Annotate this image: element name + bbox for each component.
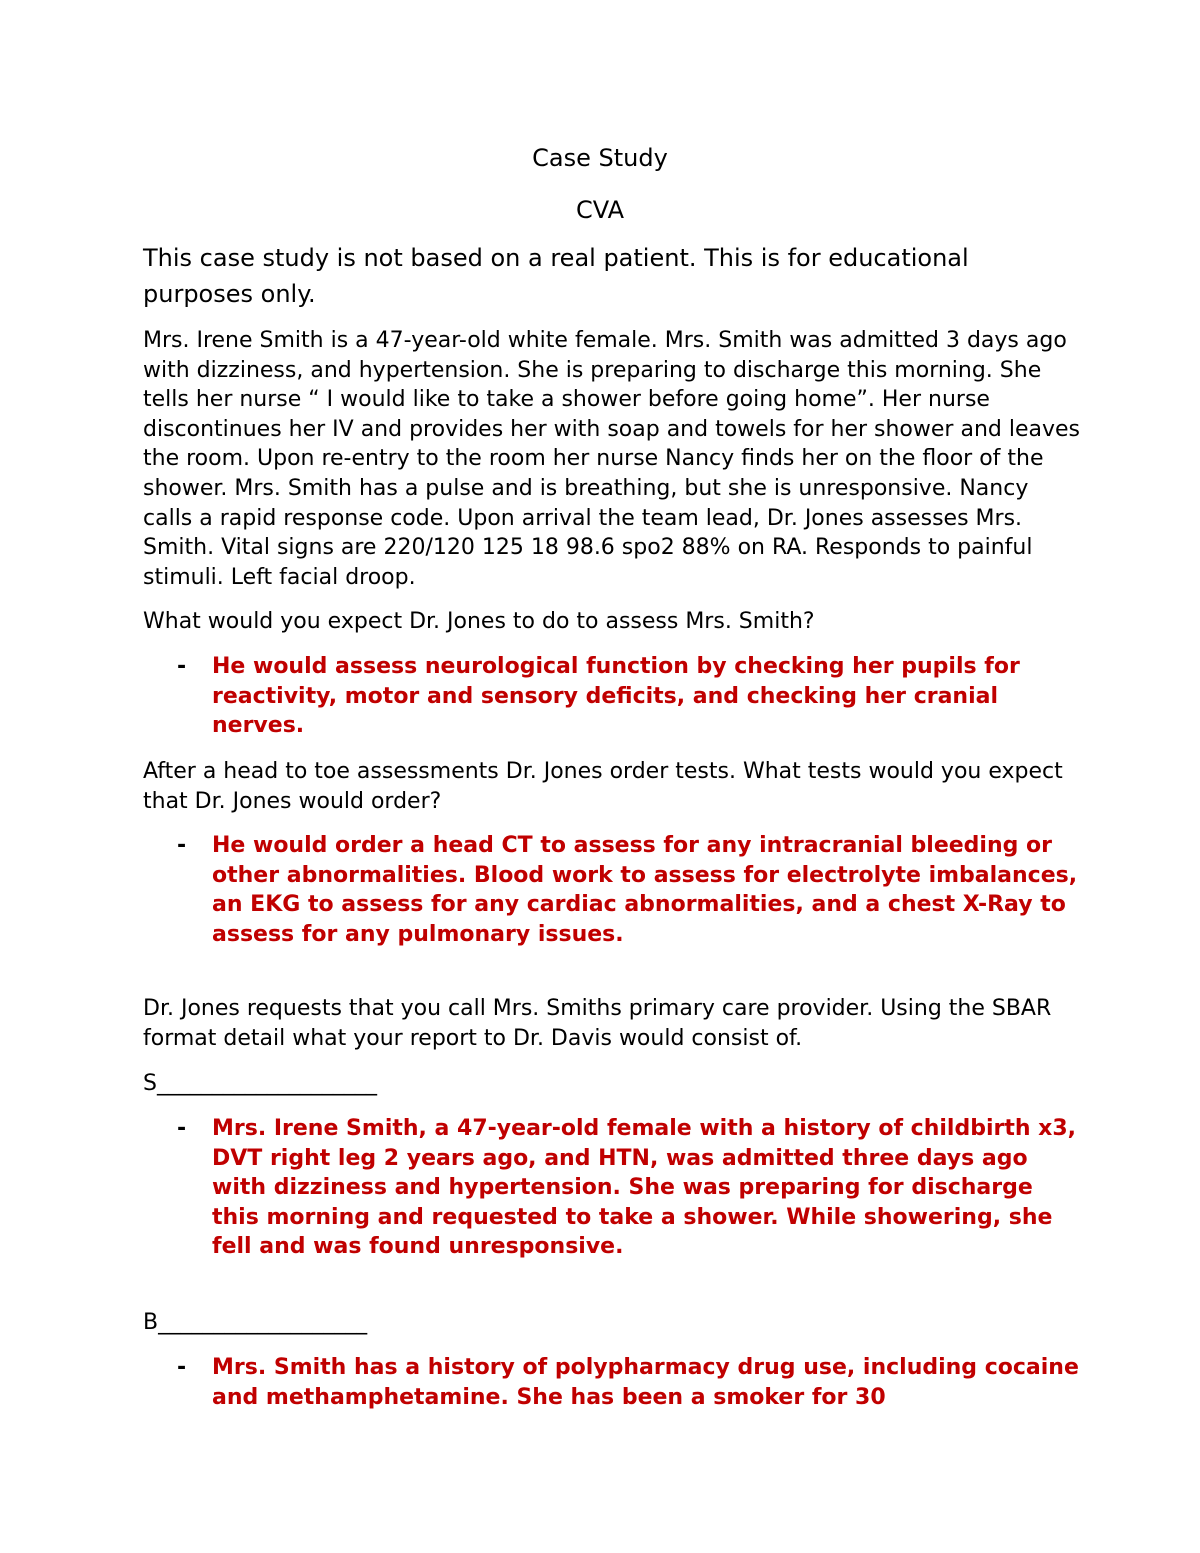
sbar-situation-label: S____________________ [143,1071,377,1096]
bullet-dash: - [177,654,187,679]
question-1: What would you expect Dr. Jones to do to assess Mrs. Smith? [143,609,815,634]
bullet-dash: - [177,833,187,858]
document-title: Case Study [532,144,668,172]
answer-situation-text: Mrs. Irene Smith, a 47-year-old female with a history of childbirth x3, DVT right leg 2 years ago, and HTN, was admitted three days ago with dizziness and hypertension. She was preparing for discharge this morning and requested to take a shower. While showering, she fell and was found unresponsive. [212,1116,1077,1260]
answer-background-item [143,1353,1083,1412]
disclaimer-text: This case study is not based on a real patient. This is for educational purposes only. [143,244,969,308]
answer-1-text: He would assess neurological function by checking her pupils for reactivity, motor and sensory deficits, and checking her cranial nerves. [212,654,1020,739]
answer-situation-item [143,1114,1083,1262]
scenario-paragraph: Mrs. Irene Smith is a 47-year-old white female. Mrs. Smith was admitted 3 days ago with dizziness, and hypertension. She is preparing to discharge this morning. She tells her nurse “ I would like to take a shower before going home”. Her nurse discontinues her IV and provides her with soap and towels for her shower and leaves the room. Upon re-entry to the room her nurse Nancy finds her on the floor of the shower. Mrs. Smith has a pulse and is breathing, but she is unresponsive. Nancy calls a rapid response code. Upon arrival the team lead, Dr. Jones assesses Mrs. Smith. Vital signs are 220/120 125 18 98.6 spo2 88% on RA. Responds to painful stimuli. Left facial droop. [143,328,1080,590]
sbar-background-label: B___________________ [143,1310,368,1335]
answer-2-text: He would order a head CT to assess for any intracranial bleeding or other abnormalities. Blood work to assess for electrolyte imbalances, an EKG to assess for any cardiac abnormalities, and a chest X-Ray to assess for any pulmonary issues. [212,833,1078,947]
bullet-dash: - [177,1355,187,1380]
bullet-dash: - [177,1116,187,1141]
answer-2-item [143,831,1083,949]
answer-background-text: Mrs. Smith has a history of polypharmacy drug use, including cocaine and methamphetamine. She has been a smoker for 30 [212,1355,1079,1410]
document-subtitle: CVA [575,196,625,224]
question-2: After a head to toe assessments Dr. Jones order tests. What tests would you expect that Dr. Jones would order? [143,759,1063,814]
question-3: Dr. Jones requests that you call Mrs. Smiths primary care provider. Using the SBAR format detail what your report to Dr. Davis would consist of. [143,996,1052,1051]
answer-1-item [143,652,1083,741]
